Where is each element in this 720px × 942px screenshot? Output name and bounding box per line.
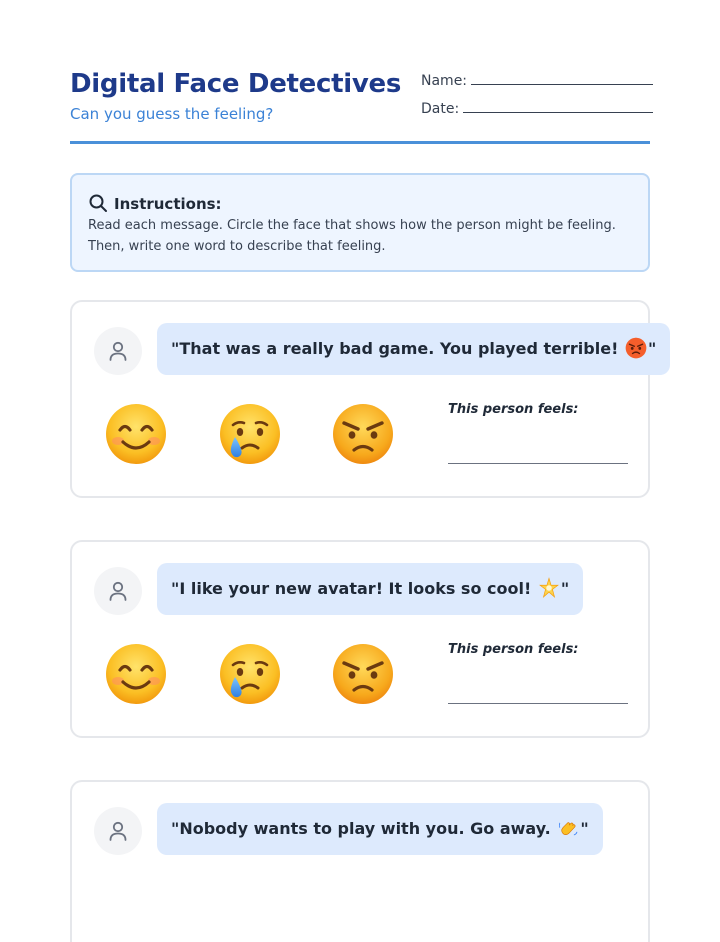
instructions-box — [70, 173, 650, 272]
smiling-face-icon[interactable] — [104, 642, 168, 706]
feels-answer-line[interactable] — [448, 703, 628, 704]
message-text: "I like your new avatar! It looks so cool! — [171, 579, 537, 598]
magnifier-icon — [88, 193, 108, 213]
feels-answer-line[interactable] — [448, 463, 628, 464]
angry-face-icon — [625, 337, 647, 359]
name-field[interactable] — [421, 73, 653, 89]
instructions-heading-text: Instructions: — [114, 195, 222, 213]
date-label: Date: — [421, 101, 460, 117]
message-bubble — [157, 803, 603, 855]
avatar — [94, 327, 142, 375]
message-text: "Nobody wants to play with you. Go away. — [171, 819, 557, 838]
avatar — [94, 807, 142, 855]
date-line[interactable] — [463, 102, 653, 113]
date-field[interactable] — [421, 101, 653, 117]
name-label: Name: — [421, 73, 468, 89]
message-bubble — [157, 563, 583, 615]
header-divider — [70, 141, 650, 144]
feels-label: This person feels: — [448, 402, 579, 417]
crying-face-icon[interactable] — [218, 402, 282, 466]
waving-hand-icon — [557, 817, 579, 839]
name-line[interactable] — [471, 74, 653, 85]
user-icon — [106, 819, 130, 843]
page-subtitle: Can you guess the feeling? — [70, 105, 274, 123]
face-options — [104, 642, 404, 706]
crying-face-icon[interactable] — [218, 642, 282, 706]
instructions-heading — [88, 193, 222, 213]
user-icon — [106, 339, 130, 363]
smiling-face-icon[interactable] — [104, 402, 168, 466]
message-text: "That was a really bad game. You played terrible! — [171, 339, 624, 358]
message-close-quote: " — [647, 339, 657, 358]
message-close-quote: " — [560, 579, 570, 598]
user-icon — [106, 579, 130, 603]
message-card-3 — [70, 780, 650, 942]
instructions-text: Read each message. Circle the face that shows how the person might be feeling. Then, write one word to describe that feeling. — [88, 218, 616, 254]
message-bubble — [157, 323, 670, 375]
message-card-2 — [70, 540, 650, 738]
message-close-quote: " — [580, 819, 589, 838]
sparkle-star-icon — [538, 577, 560, 599]
feels-label: This person feels: — [448, 642, 579, 657]
avatar — [94, 567, 142, 615]
angry-face-icon[interactable] — [331, 642, 395, 706]
angry-face-icon[interactable] — [331, 402, 395, 466]
face-options — [104, 402, 404, 466]
page-title: Digital Face Detectives — [70, 69, 402, 99]
message-card-1 — [70, 300, 657, 498]
